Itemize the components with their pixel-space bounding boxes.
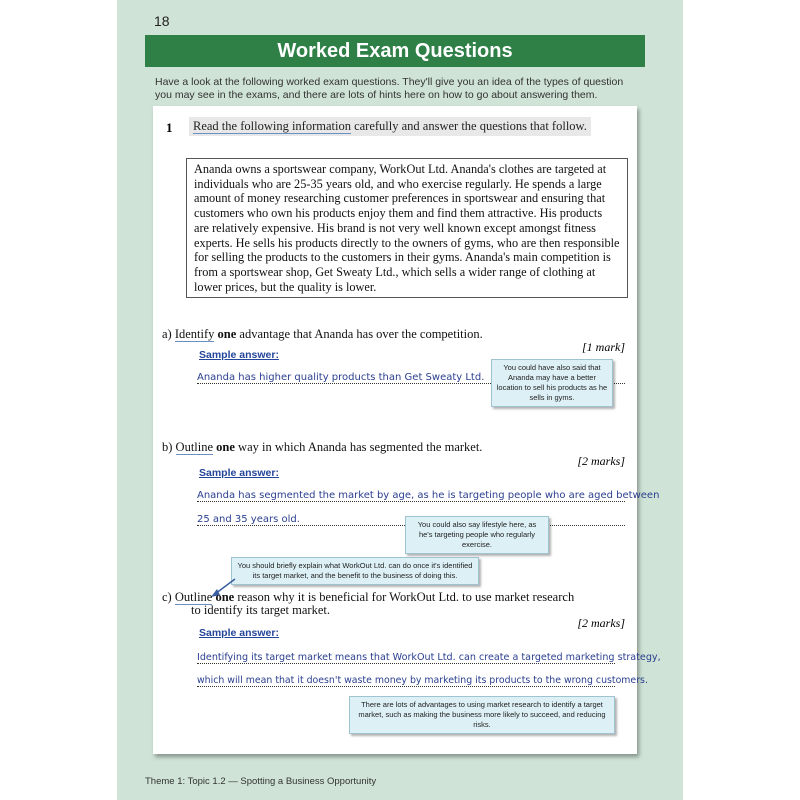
page-number: 18 [154,13,170,29]
part-a-label: a) [162,327,172,341]
part-c-command: Outline [174,590,213,604]
part-c-question-line-2: to identify its target market. [191,603,330,617]
part-c-hint: There are lots of advantages to using market research to identify a target market, such as making the business more likely to succeed, and reducing risks. [349,696,615,734]
part-b-command: Outline [175,440,214,454]
part-b-marks: [2 marks] [577,454,625,468]
part-c-answer-line-2: which will mean that it doesn't waste money by marketing its products to the wrong customers. [197,675,648,686]
part-a-marks: [1 mark] [581,340,625,354]
part-c-sample-label: Sample answer: [199,627,279,639]
part-a-sample-label: Sample answer: [199,349,279,361]
part-b-bold: one [216,440,235,454]
intro-text: Have a look at the following worked exam questions. They'll give you an idea of the types of question you may see in the exams, and there are lots of hints here on how to go about answering them. [155,76,624,101]
part-c-hint-top: You should briefly explain what WorkOut Ltd. can do once it's identified its target market, and the benefit to the business of doing this. [231,557,479,585]
part-b-sample-label: Sample answer: [199,467,279,479]
part-a-answer-line-1: Ananda has higher quality products than Get Sweaty Ltd. [197,372,625,384]
part-c-label: c) [162,590,172,604]
page-title: Worked Exam Questions [145,35,645,67]
part-b-text: way in which Ananda has segmented the market. [234,440,483,454]
part-a-question [162,327,483,341]
part-b-answer-line-2: 25 and 35 years old. [197,514,625,526]
part-a-text: advantage that Ananda has over the competition. [236,327,483,341]
instruction-command: Read the following information [193,119,351,133]
info-box: Ananda owns a sportswear company, WorkOut Ltd. Ananda's clothes are targeted at individuals who are 25-35 years old, and who exercise regularly. He spends a large amount of money researching customer preferences in sportswear and ensuring that customers who own his products enjoy them and find them attractive. His products are relatively expensive. His brand is not very well known except amongst fitness experts. He sells his products directly to the owners of gyms, who are then responsible for selling the products to the customers in their gyms. Ananda's main competition is from a sportswear shop, Get Sweaty Ltd., which sells a wider range of clothing at lower prices, but the quality is lower. [186,158,628,298]
question-number: 1 [166,120,173,135]
part-c-answer-line-1: Identifying its target market means that WorkOut Ltd. can create a targeted marketing strategy, [197,652,661,663]
part-a-bold: one [217,327,237,341]
part-c-text: reason why it is beneficial for WorkOut Ltd. to use market research [234,590,575,604]
part-b-answer-line-1: Ananda has segmented the market by age, as he is targeting people who are aged between [197,490,660,501]
part-c-question [162,590,574,604]
part-a-command: Identify [174,327,215,341]
part-a-hint: You could have also said that Ananda may have a better location to sell his products as he sells in gyms. [491,359,613,407]
question-instruction [189,117,591,136]
part-c-marks: [2 marks] [577,616,625,630]
part-b-hint: You could also say lifestyle here, as he's targeting people who regularly exercise. [405,516,549,554]
part-b-question [162,440,482,454]
part-b-label: b) [162,440,173,454]
instruction-rest: carefully and answer the questions that follow. [350,119,587,133]
exam-paper [153,106,661,754]
part-c-bold: one [215,590,235,604]
footer: Theme 1: Topic 1.2 — Spotting a Business Opportunity [145,776,377,787]
